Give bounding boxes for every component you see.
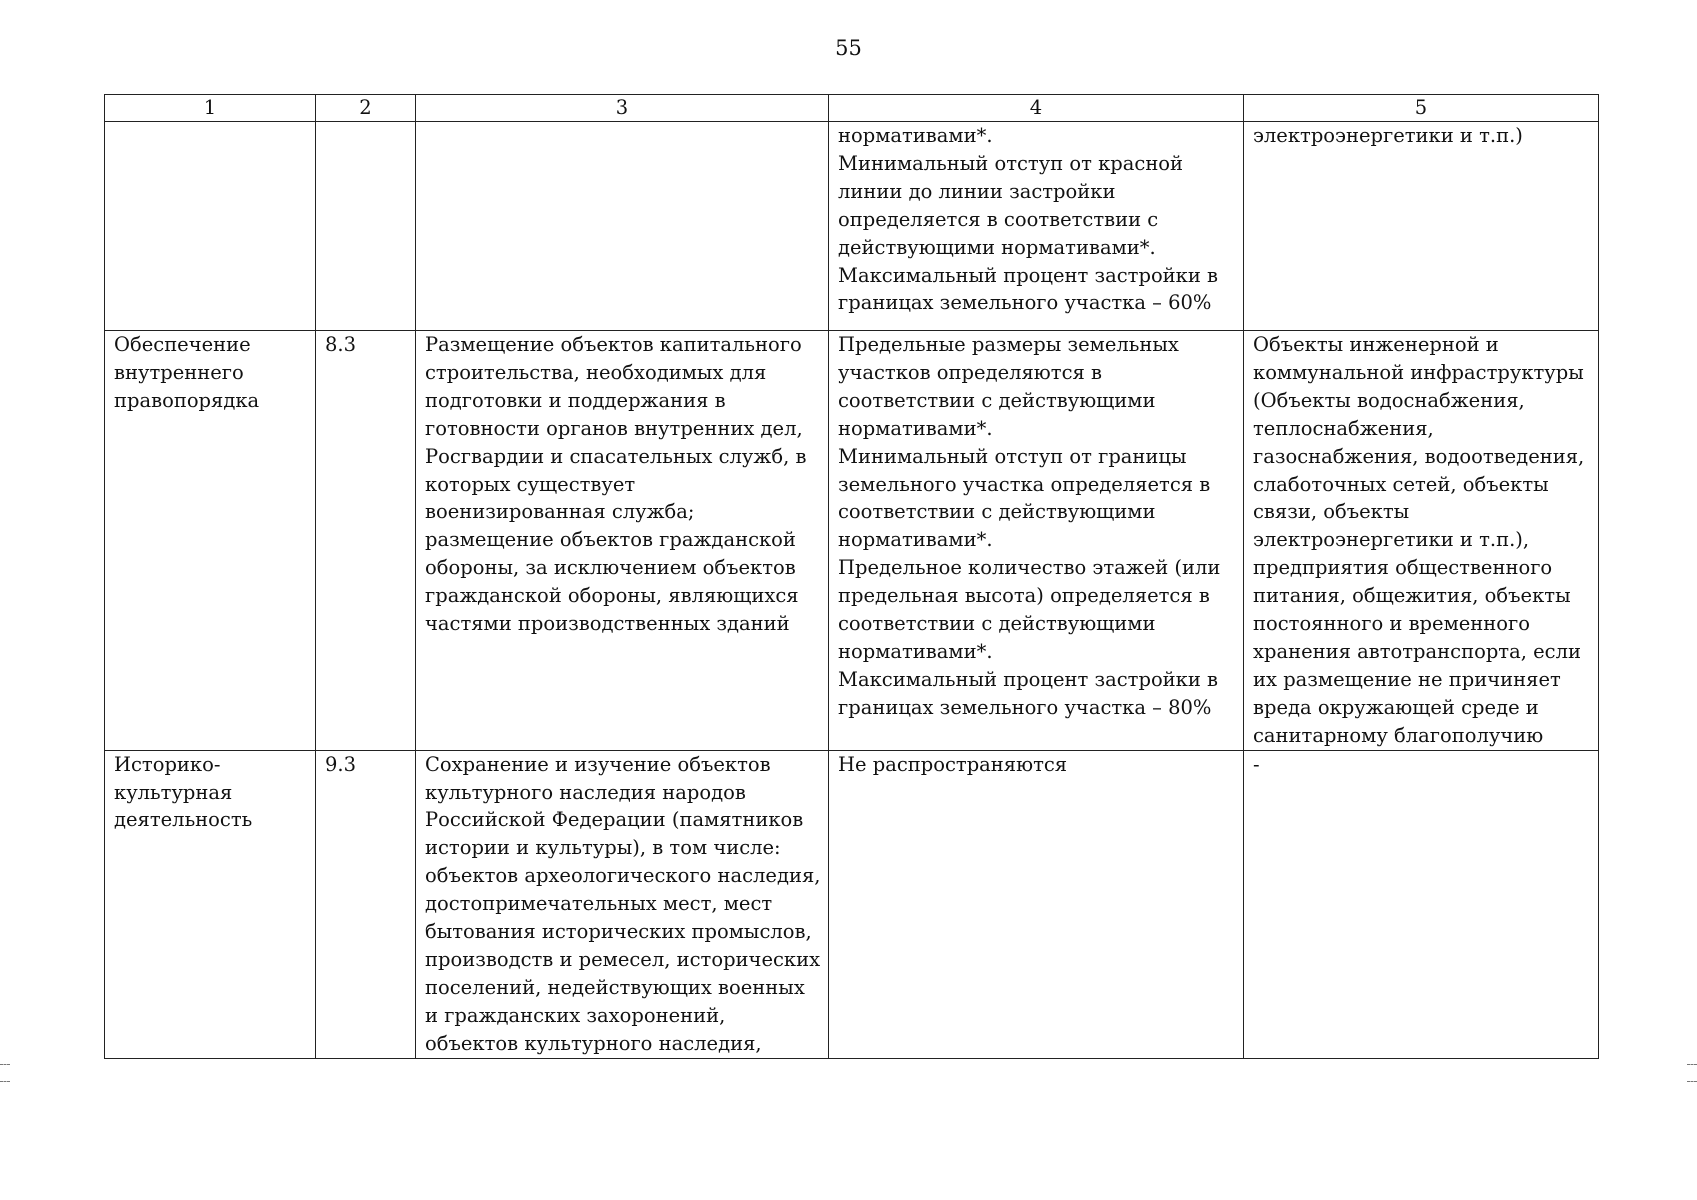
cell-text-line: производств и ремесел, исторических <box>425 947 821 971</box>
cell-text-line: слаботочных сетей, объекты <box>1253 472 1549 496</box>
cell-text-line: Максимальный процент застройки в <box>838 667 1219 691</box>
use-type-name-cell <box>105 750 316 1058</box>
cell-text-line: нормативами*. <box>838 528 993 552</box>
scan-edge-mark <box>1687 1064 1697 1082</box>
cell-text-line: предельная высота) определяется в <box>838 584 1210 608</box>
cell-text-line: размещение объектов гражданской <box>425 528 796 552</box>
cell-text-line: действующими нормативами*. <box>838 235 1156 259</box>
cell-text-line: строительства, необходимых для <box>425 360 767 384</box>
cell-text-line: Не распространяются <box>838 752 1068 776</box>
use-type-name-cell <box>105 331 316 751</box>
column-header: 1 <box>105 95 316 122</box>
cell-text-line: нормативами*. <box>838 639 993 663</box>
auxiliary-uses-cell <box>1244 750 1599 1058</box>
cell-text-line: Российской Федерации (памятников <box>425 808 804 832</box>
cell-text-line: Предельные размеры земельных <box>838 333 1179 356</box>
cell-text-line: военизированная служба; <box>425 500 695 524</box>
column-header: 5 <box>1244 95 1599 122</box>
use-type-code-cell: 8.3 <box>316 331 416 751</box>
cell-text-line: границах земельного участка – 80% <box>838 695 1212 719</box>
cell-text-line: Размещение объектов капитального <box>425 333 802 356</box>
cell-text-line: линии до линии застройки <box>838 179 1116 203</box>
cell-text-line: соответствии с действующими <box>838 388 1156 412</box>
cell-text-line: нормативами*. <box>838 124 993 147</box>
column-header: 3 <box>416 95 829 122</box>
cell-text-line: электроэнергетики и т.п.) <box>1253 124 1523 147</box>
auxiliary-uses-cell <box>1244 122 1599 331</box>
cell-text-line: (Объекты водоснабжения, <box>1253 388 1525 412</box>
table-header-row <box>105 95 1599 122</box>
use-type-description-cell <box>416 331 829 751</box>
cell-text-line: Сохранение и изучение объектов <box>425 752 771 776</box>
building-parameters-cell <box>829 750 1244 1058</box>
cell-text-line: их размещение не причиняет <box>1253 667 1561 691</box>
use-type-description-cell <box>416 122 829 331</box>
cell-text-line: Росгвардии и спасательных служб, в <box>425 444 807 468</box>
cell-text-line: объектов археологического наследия, <box>425 864 821 888</box>
cell-text-line: гражданской обороны, являющихся <box>425 584 799 608</box>
use-type-description-cell <box>416 750 829 1058</box>
cell-text-line: которых существует <box>425 472 636 496</box>
building-parameters-cell <box>829 331 1244 751</box>
use-type-code-cell <box>316 122 416 331</box>
cell-text-line: санитарному благополучию <box>1253 723 1544 747</box>
use-type-name-cell <box>105 122 316 331</box>
cell-text-line: готовности органов внутренних дел, <box>425 416 803 440</box>
cell-text-line: частями производственных зданий <box>425 612 790 636</box>
cell-text-line: Минимальный отступ от границы <box>838 444 1187 468</box>
cell-text-line: бытования исторических промыслов, <box>425 920 812 944</box>
cell-text-line: Объекты инженерной и <box>1253 333 1499 356</box>
cell-text-line: Обеспечение <box>114 333 251 356</box>
cell-text-line: соответствии с действующими <box>838 612 1156 636</box>
cell-text-line: - <box>1253 752 1260 776</box>
cell-text-line: постоянного и временного <box>1253 612 1530 636</box>
cell-text-line: газоснабжения, водоотведения, <box>1253 444 1585 468</box>
cell-text-line: участков определяются в <box>838 360 1102 384</box>
table-row <box>105 750 1599 1058</box>
cell-text-line: теплоснабжения, <box>1253 416 1434 440</box>
cell-text-line: Минимальный отступ от красной <box>838 151 1184 175</box>
use-type-code-cell: 9.3 <box>316 750 416 1058</box>
cell-text-line: Предельное количество этажей (или <box>838 556 1221 580</box>
table-row <box>105 331 1599 751</box>
cell-text-line: истории и культуры), в том числе: <box>425 836 781 860</box>
auxiliary-uses-cell <box>1244 331 1599 751</box>
cell-text-line: нормативами*. <box>838 416 993 440</box>
building-parameters-cell <box>829 122 1244 331</box>
cell-text-line: культурная <box>114 780 233 804</box>
cell-text-line: культурного наследия народов <box>425 780 746 804</box>
cell-text-line: деятельность <box>114 808 253 832</box>
cell-text-line: обороны, за исключением объектов <box>425 556 796 580</box>
cell-text-line: коммунальной инфраструктуры <box>1253 360 1584 384</box>
page-number: 55 <box>835 36 862 60</box>
column-header: 4 <box>829 95 1244 122</box>
cell-text-line: хранения автотранспорта, если <box>1253 639 1581 663</box>
scan-edge-mark <box>0 1064 10 1082</box>
cell-text-line: соответствии с действующими <box>838 500 1156 524</box>
cell-text-line: внутреннего <box>114 360 244 384</box>
cell-text-line: и гражданских захоронений, <box>425 1003 726 1027</box>
cell-text-line: вреда окружающей среде и <box>1253 695 1539 719</box>
cell-text-line: питания, общежития, объекты <box>1253 584 1571 608</box>
cell-text-line: правопорядка <box>114 388 260 412</box>
cell-text-line: поселений, недействующих военных <box>425 975 805 999</box>
column-header: 2 <box>316 95 416 122</box>
cell-text-line: определяется в соответствии с <box>838 207 1159 231</box>
land-use-table <box>104 94 1599 1059</box>
cell-text-line: границах земельного участка – 60% <box>838 291 1212 315</box>
cell-text-line: подготовки и поддержания в <box>425 388 726 412</box>
cell-text-line: Историко- <box>114 752 221 776</box>
cell-text-line: электроэнергетики и т.п.), <box>1253 528 1530 552</box>
cell-text-line: земельного участка определяется в <box>838 472 1211 496</box>
cell-text-line: Максимальный процент застройки в <box>838 263 1219 287</box>
cell-text-line: предприятия общественного <box>1253 556 1553 580</box>
cell-text-line: объектов культурного наследия, <box>425 1031 762 1055</box>
table-row <box>105 122 1599 331</box>
cell-text-line: связи, объекты <box>1253 500 1410 524</box>
cell-text-line: достопримечательных мест, мест <box>425 892 773 916</box>
